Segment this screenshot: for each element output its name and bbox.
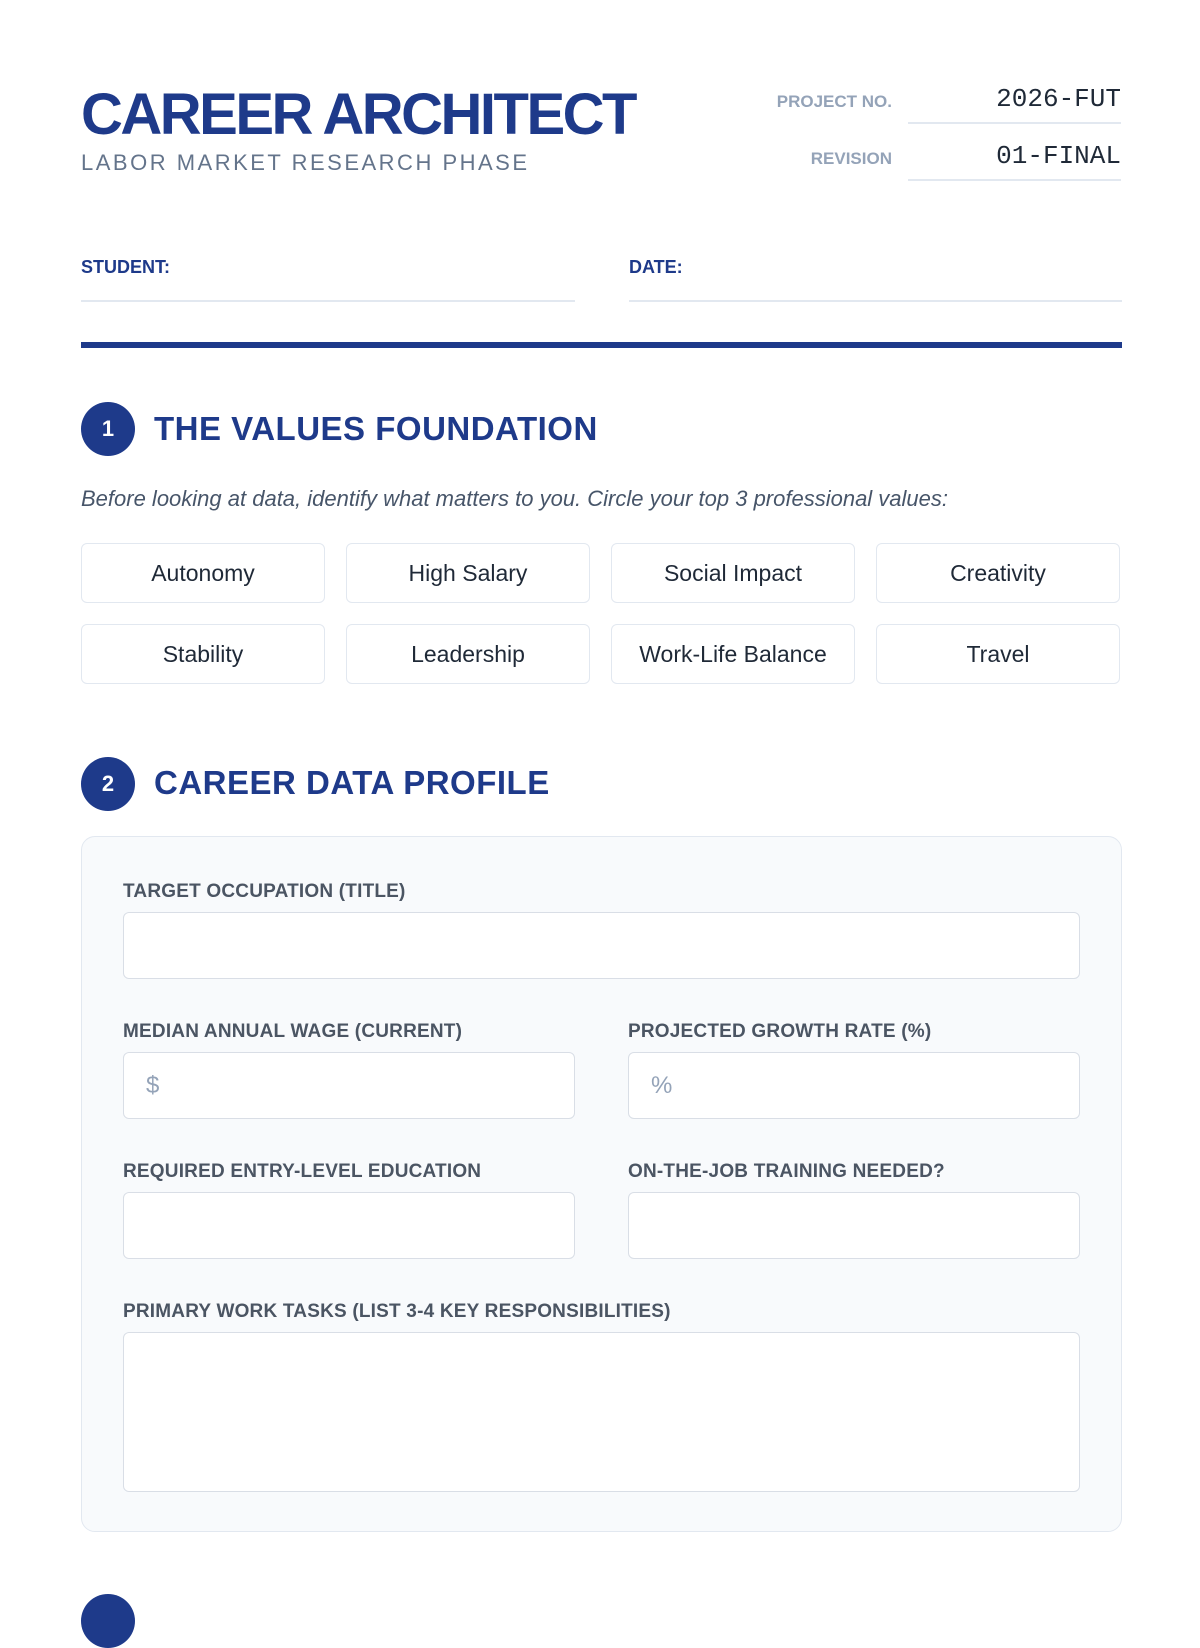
occupation-label: TARGET OCCUPATION (TITLE) — [123, 881, 406, 902]
percent-prefix: % — [651, 1071, 673, 1099]
growth-label: PROJECTED GROWTH RATE (%) — [628, 1021, 932, 1042]
header-divider — [81, 342, 1122, 348]
wage-label: MEDIAN ANNUAL WAGE (CURRENT) — [123, 1021, 463, 1042]
wage-input[interactable] — [123, 1052, 575, 1119]
career-data-panel — [81, 836, 1122, 1532]
value-chip-high-salary[interactable]: High Salary — [346, 543, 590, 603]
dollar-prefix: $ — [146, 1071, 160, 1099]
section-2-number: 2 — [81, 757, 135, 811]
training-label: ON-THE-JOB TRAINING NEEDED? — [628, 1161, 945, 1182]
student-label: STUDENT: — [81, 257, 170, 277]
tasks-textarea[interactable] — [123, 1332, 1080, 1492]
growth-input[interactable] — [628, 1052, 1080, 1119]
value-chip-social-impact[interactable]: Social Impact — [611, 543, 855, 603]
training-input[interactable] — [628, 1192, 1080, 1259]
project-number-value[interactable]: 2026-FUT — [908, 84, 1121, 124]
value-chip-stability[interactable]: Stability — [81, 624, 325, 684]
project-number-label: PROJECT NO. — [776, 92, 892, 111]
values-instruction: Before looking at data, identify what matters to you. Circle your top 3 professional values: — [81, 486, 949, 511]
value-chip-autonomy[interactable]: Autonomy — [81, 543, 325, 603]
education-input[interactable] — [123, 1192, 575, 1259]
revision-label: REVISION — [810, 149, 892, 168]
date-field[interactable] — [629, 300, 1122, 302]
value-chip-travel[interactable]: Travel — [876, 624, 1120, 684]
values-grid — [81, 543, 1122, 684]
section-2-title: CAREER DATA PROFILE — [154, 764, 550, 801]
page-subtitle: LABOR MARKET RESEARCH PHASE — [81, 150, 530, 175]
date-label: DATE: — [629, 257, 683, 277]
value-chip-creativity[interactable]: Creativity — [876, 543, 1120, 603]
page-title: CAREER ARCHITECT — [81, 82, 635, 147]
value-chip-leadership[interactable]: Leadership — [346, 624, 590, 684]
section-1-title: THE VALUES FOUNDATION — [154, 410, 598, 447]
student-field[interactable] — [81, 300, 575, 302]
tasks-label: PRIMARY WORK TASKS (LIST 3-4 KEY RESPONSIBILITIES) — [123, 1301, 671, 1322]
education-label: REQUIRED ENTRY-LEVEL EDUCATION — [123, 1161, 482, 1182]
revision-value[interactable]: 01-FINAL — [908, 141, 1121, 181]
section-1-number: 1 — [81, 402, 135, 456]
value-chip-work-life-balance[interactable]: Work-Life Balance — [611, 624, 855, 684]
occupation-input[interactable] — [123, 912, 1080, 979]
section-3-number — [81, 1594, 135, 1648]
